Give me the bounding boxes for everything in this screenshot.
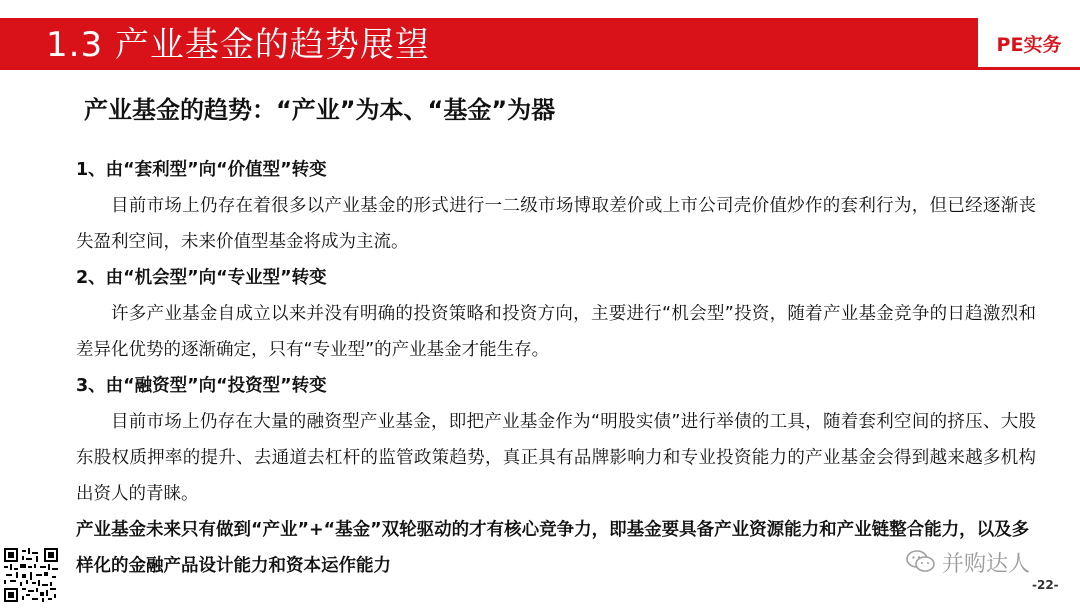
watermark xyxy=(906,546,1030,578)
watermark-text: 并购达人 xyxy=(942,551,1031,577)
qr-code-icon xyxy=(4,548,58,602)
slide-subtitle: 产业基金的趋势：“产业”为本、“基金”为器 xyxy=(84,96,556,124)
brand-logo: PE实务 xyxy=(996,34,1062,56)
section-heading-3: 3、由“融资型”向“投资型”转变 xyxy=(76,376,327,396)
conclusion-text: 产业基金未来只有做到“产业”+“基金”双轮驱动的才有核心竞争力，即基金要具备产业资源能力和产业链整合能力，以及多样化的金融产品设计能力和资本运作能力 xyxy=(76,520,1030,576)
slide-title: 1.3 产业基金的趋势展望 xyxy=(46,25,430,65)
wechat-icon xyxy=(906,549,936,575)
section-body-3: 目前市场上仍存在大量的融资型产业基金，即把产业基金作为“明股实债”进行举债的工具，随着套利空间的挤压、大股东股权质押率的提升、去通道去杠杆的监管政策趋势，真正具有品牌影响力和专业投资能力的产业基金会得到越来越多机构出资人的青睐。 xyxy=(76,412,1036,504)
section-body-1: 目前市场上仍存在着很多以产业基金的形式进行一二级市场博取差价或上市公司壳价值炒作的套利行为，但已经逐渐丧失盈利空间，未来价值型基金将成为主流。 xyxy=(76,196,1036,252)
section-heading-1: 1、由“套利型”向“价值型”转变 xyxy=(76,160,327,180)
page-number: -22- xyxy=(1032,578,1059,592)
section-body-2: 许多产业基金自成立以来并没有明确的投资策略和投资方向，主要进行“机会型”投资，随着产业基金竞争的日趋激烈和差异化优势的逐渐确定，只有“专业型”的产业基金才能生存。 xyxy=(76,304,1036,360)
section-heading-2: 2、由“机会型”向“专业型”转变 xyxy=(76,268,327,288)
content-body xyxy=(76,152,1036,584)
